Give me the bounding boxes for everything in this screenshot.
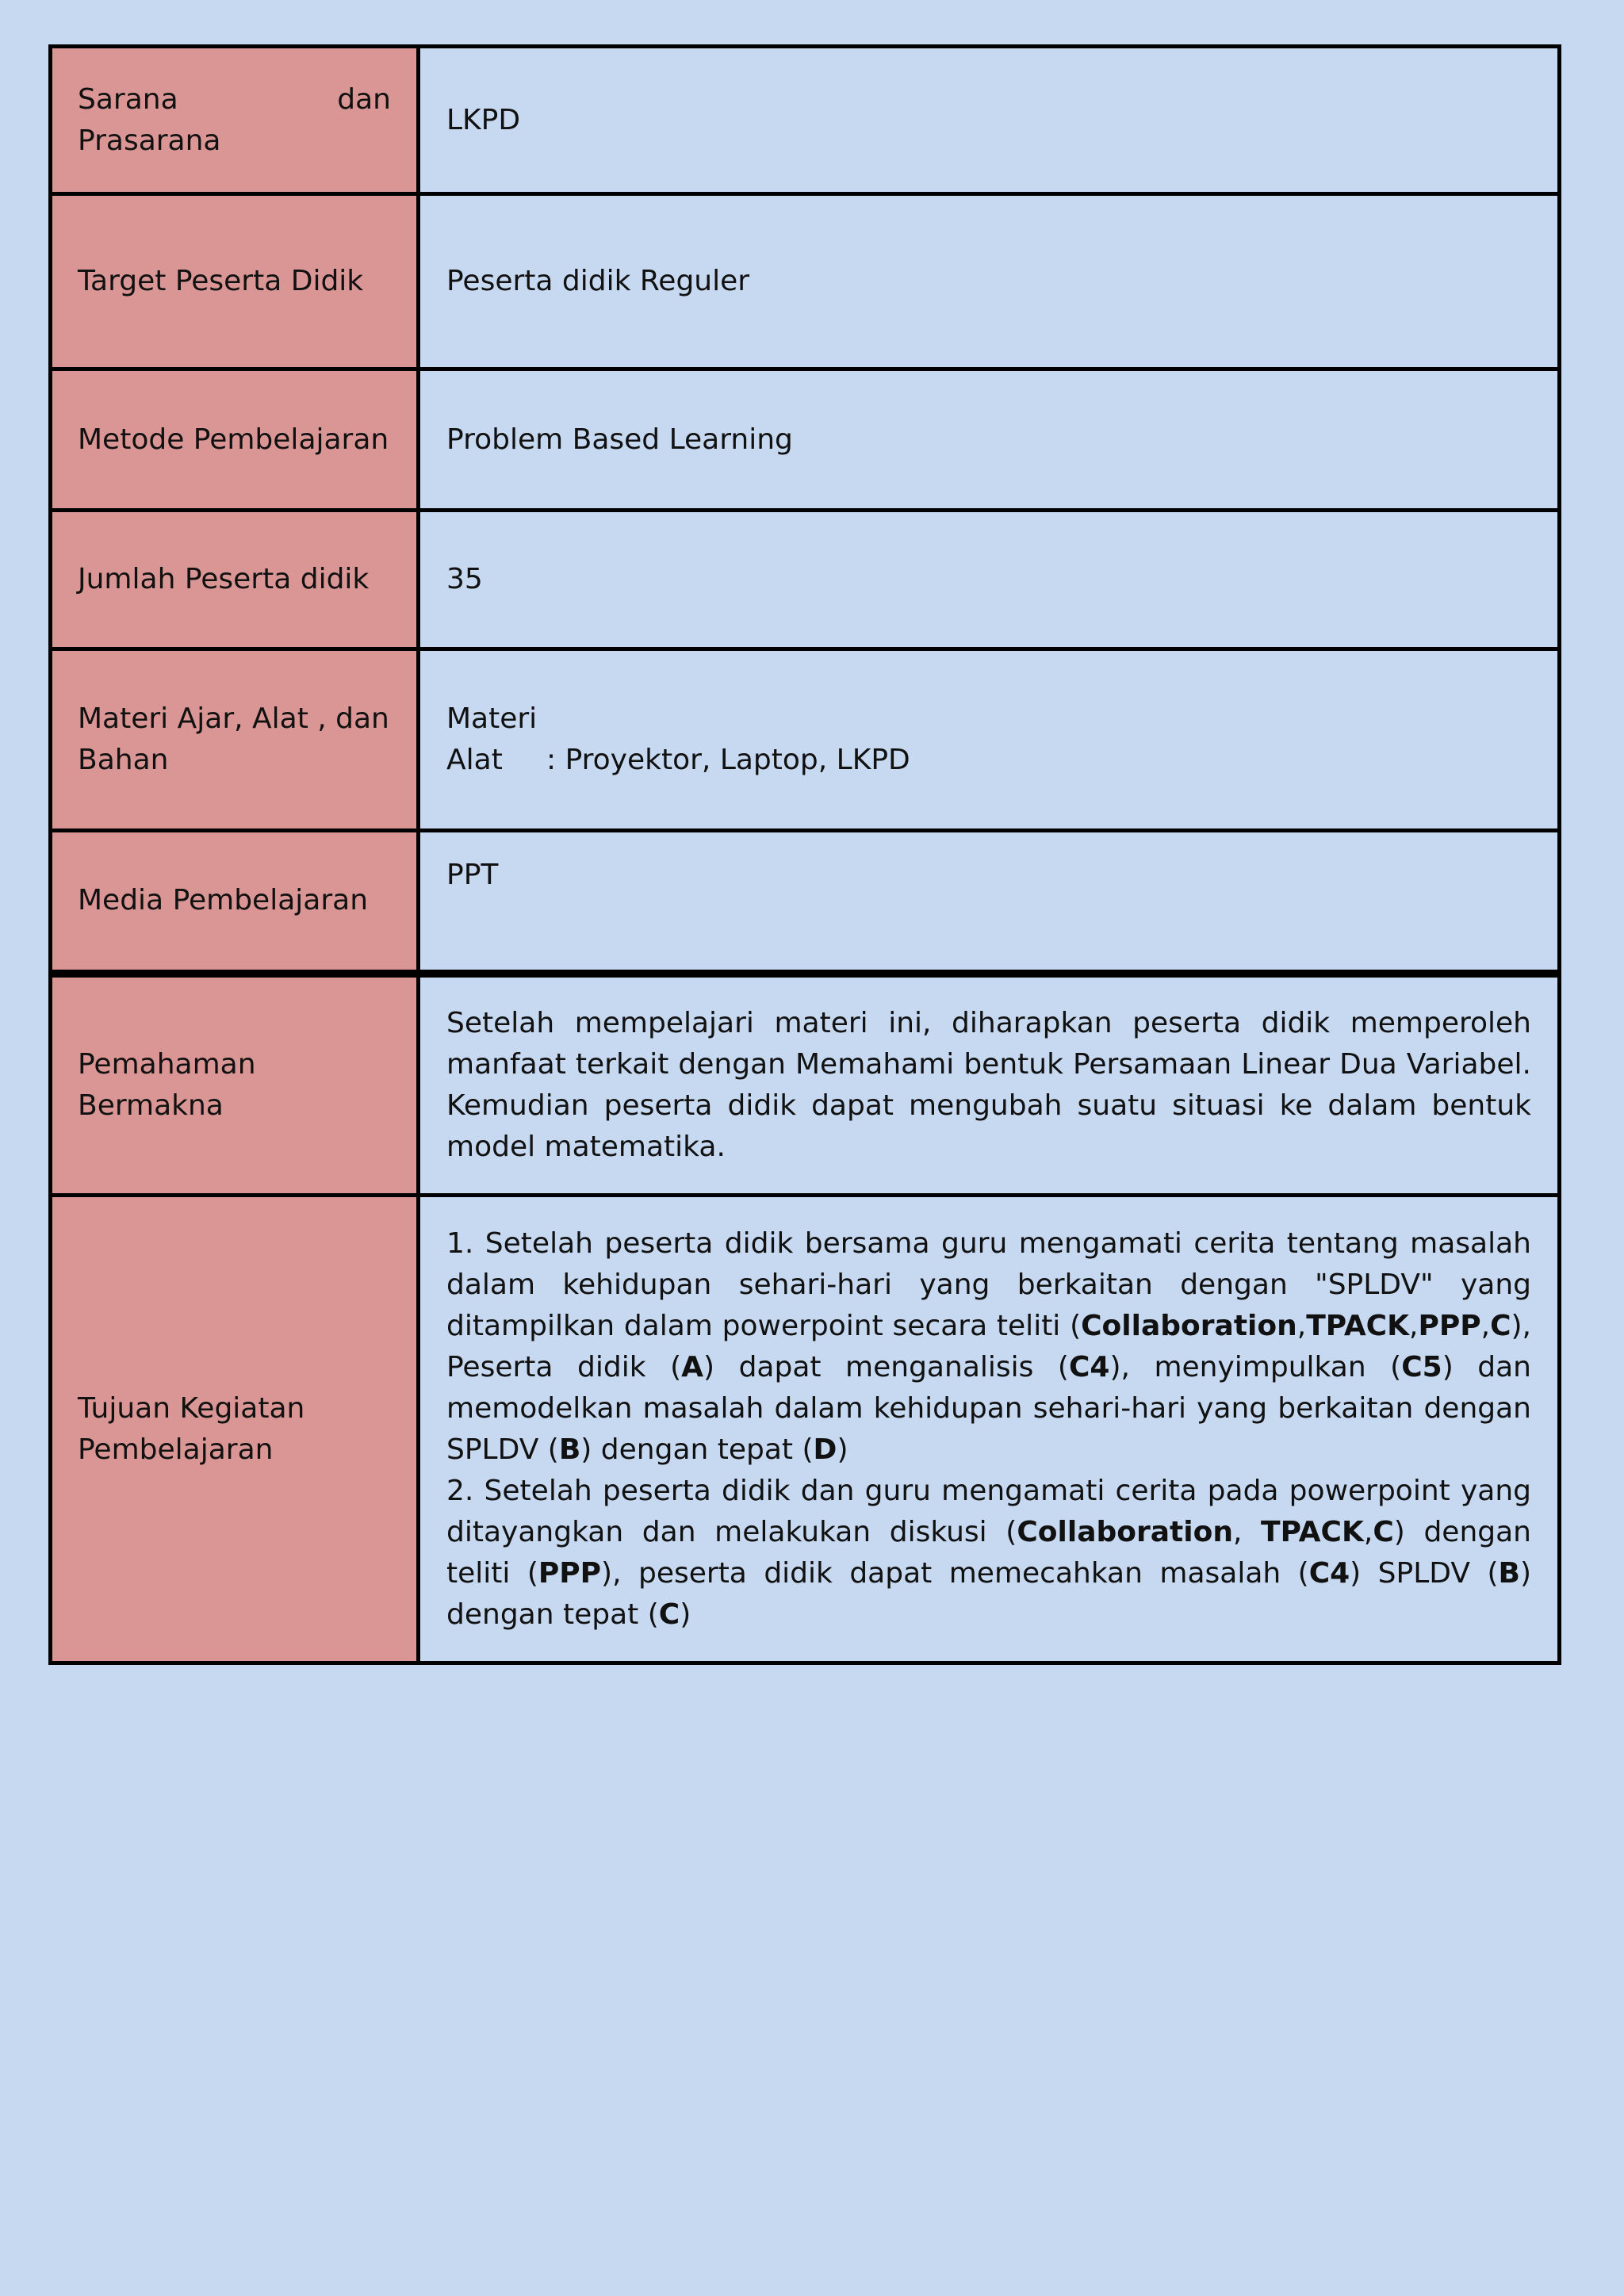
row-value (419, 1196, 1560, 1663)
row-value: Peserta didik Reguler (419, 194, 1560, 369)
row-label: Jumlah Peserta didik (51, 511, 419, 649)
row-label: Media Pembelajaran (51, 831, 419, 974)
table-row (51, 511, 1560, 649)
lesson-plan-table (48, 44, 1561, 1665)
table-row (51, 369, 1560, 511)
row-label: Tujuan Kegiatan Pembelajaran (51, 1196, 419, 1663)
table-row (51, 831, 1560, 974)
table-row (51, 194, 1560, 369)
row-value: LKPD (419, 47, 1560, 194)
row-label: Target Peserta Didik (51, 194, 419, 369)
objective-paragraph-2: 2. Setelah peserta didik dan guru mengamati cerita pada powerpoint yang ditayangkan dan melakukan diskusi (Collaboration, TPACK,C) dengan teliti (PPP), peserta didik dapat memecahkan masalah (C4) SPLDV (B) dengan tepat (C) (446, 1474, 1532, 1631)
row-value: 35 (419, 511, 1560, 649)
row-value: Problem Based Learning (419, 369, 1560, 511)
alat-line (446, 740, 1531, 781)
row-label (51, 47, 419, 194)
row-label-line: Sarana dan (78, 82, 391, 116)
alat-value: : Proyektor, Laptop, LKPD (546, 744, 910, 776)
materi-line: Materi (446, 702, 538, 735)
row-value: PPT (419, 831, 1560, 974)
row-label: Materi Ajar, Alat , dan Bahan (51, 649, 419, 831)
row-label: Pemahaman Bermakna (51, 974, 419, 1196)
row-label-line: Prasarana (78, 124, 221, 157)
objective-paragraph-1: 1. Setelah peserta didik bersama guru mengamati cerita tentang masalah dalam kehidupan sehari-hari yang berkaitan dengan "SPLDV" yang ditampilkan dalam powerpoint secara teliti (Collaboration,TPACK,PPP,C), Peserta didik (A) dapat menganalisis (C4), menyimpulkan (C5) dan memodelkan masalah dalam kehidupan sehari-hari yang berkaitan dengan SPLDV (B) dengan tepat (D) (446, 1226, 1531, 1466)
alat-key: Alat (446, 744, 503, 776)
row-value: Setelah mempelajari materi ini, diharapkan peserta didik memperoleh manfaat terkait dengan Memahami bentuk Persamaan Linear Dua Variabel. Kemudian peserta didik dapat mengubah suatu situasi ke dalam bentuk model matematika. (419, 974, 1560, 1196)
table-row (51, 974, 1560, 1196)
table-row (51, 1196, 1560, 1663)
row-label: Metode Pembelajaran (51, 369, 419, 511)
table-row (51, 649, 1560, 831)
row-value (419, 649, 1560, 831)
table-row (51, 47, 1560, 194)
